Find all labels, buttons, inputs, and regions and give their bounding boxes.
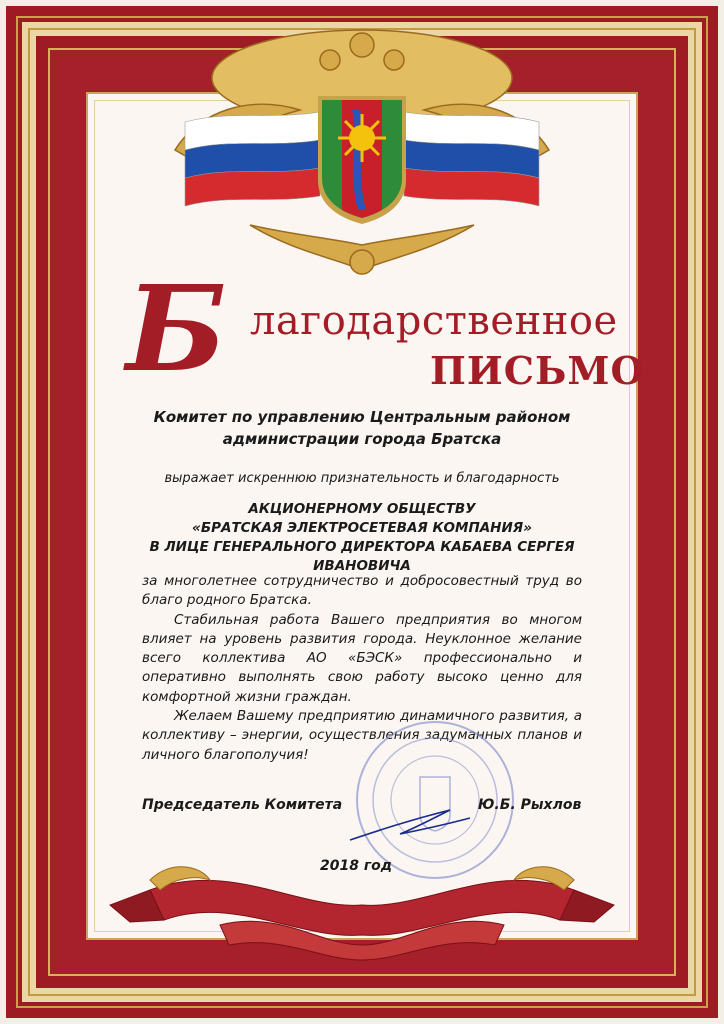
body-paragraph-1: за многолетнее сотрудничество и добросовестный труд во благо родного Братска. [142, 573, 582, 609]
recipient-line-3: В ЛИЦЕ ГЕНЕРАЛЬНОГО ДИРЕКТОРА КАБАЕВА СЕРГЕЯ ИВАНОВИЧА [149, 539, 575, 574]
issuer-block [130, 406, 594, 450]
title-word-1: лагодарственное [250, 298, 618, 344]
letter-body [142, 572, 582, 765]
expresses-gratitude: выражает искреннюю признательность и благодарность [164, 471, 560, 486]
recipient-line-1: АКЦИОНЕРНОМУ ОБЩЕСТВУ [248, 501, 476, 517]
title-word-2: ПИСЬМО [430, 348, 645, 393]
letter-year: 2018 год [320, 858, 393, 874]
issuer-line-2: администрации города Братска [222, 430, 502, 448]
signatory-position: Председатель Комитета [142, 797, 343, 813]
body-paragraph-3: Желаем Вашему предприятию динамичного развития, а коллективу – энергии, осуществления задуманных планов и личного благополучия! [142, 708, 582, 763]
title-initial-letter: Б [126, 259, 227, 398]
body-paragraph-2: Стабильная работа Вашего предприятия во многом влияет на уровень развития города. Неуклонное желание всего коллектива АО «БЭСК» профессионально и оперативно выполнять свою работу высоко ценно для комфортной жизни граждан. [142, 611, 582, 705]
recipient-block [130, 500, 594, 576]
issuer-line-1: Комитет по управлению Центральным районом [153, 408, 571, 426]
recipient-line-2: «БРАТСКАЯ ЭЛЕКТРОСЕТЕВАЯ КОМПАНИЯ» [192, 520, 532, 536]
signatory-name: Ю.Б. Рыхлов [478, 797, 582, 813]
certificate-title [100, 259, 645, 400]
